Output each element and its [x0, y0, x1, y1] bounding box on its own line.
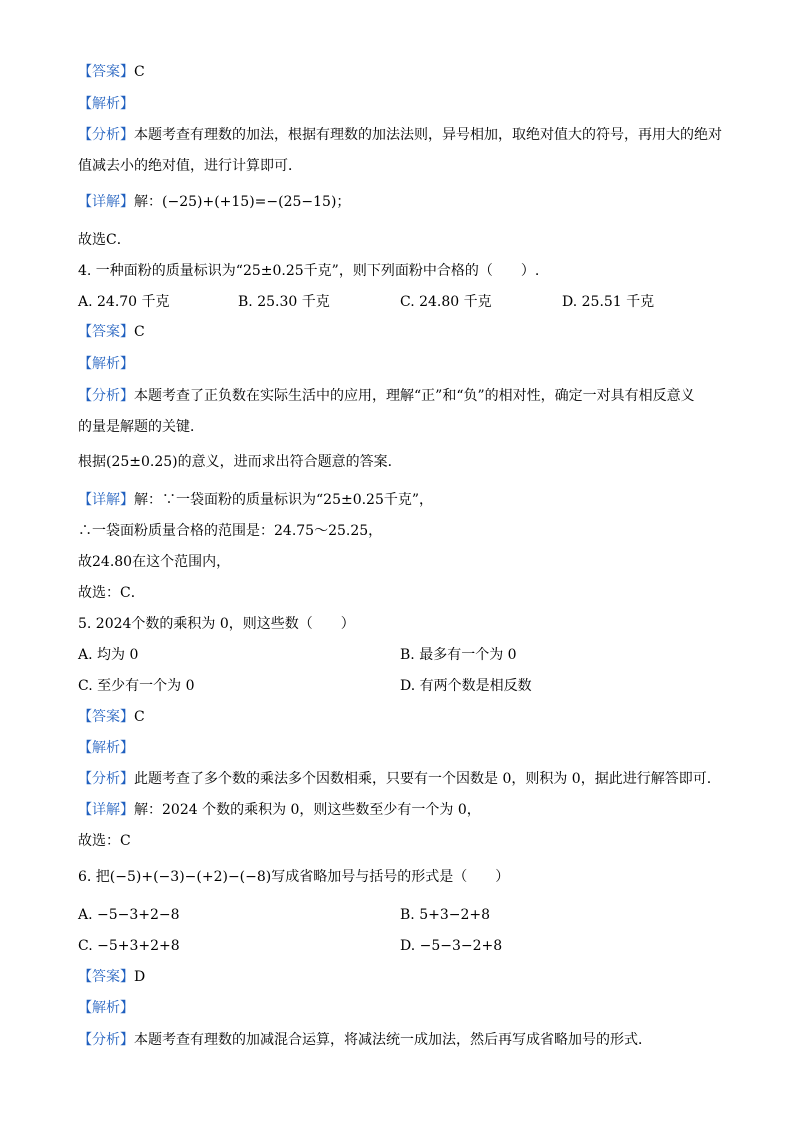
q3-answer-line: [78, 62, 145, 82]
analysis-tag: 【解析】: [78, 356, 134, 372]
q6-option-c: C. −5+3+2+8: [78, 938, 180, 954]
q4-answer-line: [78, 322, 145, 342]
answer-value: C: [134, 64, 145, 80]
q6-option-d: D. −5−3−2+8: [400, 938, 503, 954]
q6-option-a: A. −5−3+2−8: [78, 907, 180, 923]
analysis-tag: 【解析】: [78, 96, 134, 112]
q5-conclusion: 故选：C: [78, 833, 131, 849]
q4-fenxi-line3: 根据(25±0.25)的意义，进而求出符合题意的答案．: [78, 454, 402, 470]
q5-stem: 5. 2024个数的乘积为 0，则这些数（ ）: [78, 616, 355, 632]
q5-option-d: D. 有两个数是相反数: [400, 678, 532, 694]
q4-option-b: B. 25.30 千克: [238, 294, 330, 310]
q3-xiangjie: [78, 192, 350, 212]
q5-fenxi: [78, 769, 711, 789]
q4-xiangjie-line2: ∴一袋面粉质量合格的范围是：24.75～25.25，: [78, 523, 383, 539]
fenxi-tag: 【分析】: [78, 771, 134, 787]
fenxi-text: 此题考查了多个数的乘法多个因数相乘，只要有一个因数是 0，则积为 0，据此进行解答即可.: [134, 771, 712, 787]
answer-value: C: [134, 709, 145, 725]
analysis-tag: 【解析】: [78, 1000, 134, 1016]
xiangjie-text: 解：2024 个数的乘积为 0，则这些数至少有一个为 0，: [134, 802, 481, 818]
q6-fenxi: [78, 1030, 652, 1050]
answer-value: D: [134, 969, 146, 985]
xiangjie-text: 解：(−25)+(+15)=−(25−15)；: [134, 194, 351, 210]
fenxi-tag: 【分析】: [78, 127, 134, 143]
fenxi-text: 本题考查了正负数在实际生活中的应用，理解“正”和“负”的相对性，确定一对具有相反意义: [134, 388, 695, 404]
q6-stem: 6. 把(−5)+(−3)−(+2)−(−8)写成省略加号与括号的形式是（ ）: [78, 869, 510, 885]
answer-tag: 【答案】: [78, 709, 134, 725]
answer-tag: 【答案】: [78, 64, 134, 80]
q4-fenxi-line2: 的量是解题的关键．: [78, 419, 204, 435]
q5-answer-line: [78, 707, 145, 727]
q3-fenxi-line2: 值减去小的绝对值，进行计算即可．: [78, 158, 302, 174]
q6-answer-line: [78, 967, 145, 987]
q5-analysis-heading: [78, 738, 134, 758]
q5-xiangjie: [78, 800, 481, 820]
analysis-tag: 【解析】: [78, 740, 134, 756]
xiangjie-tag: 【详解】: [78, 802, 134, 818]
answer-value: C: [134, 324, 145, 340]
q4-option-c: C. 24.80 千克: [400, 294, 492, 310]
q4-conclusion: 故选：C．: [78, 585, 145, 601]
q3-analysis-heading: [78, 94, 134, 114]
xiangjie-text: 解：∵一袋面粉的质量标识为“25±0.25千克”，: [134, 492, 434, 508]
answer-tag: 【答案】: [78, 969, 134, 985]
q6-analysis-heading: [78, 998, 134, 1018]
q4-stem: 4. 一种面粉的质量标识为“25±0.25千克”，则下列面粉中合格的（ ）.: [78, 263, 540, 279]
q4-analysis-heading: [78, 354, 134, 374]
fenxi-tag: 【分析】: [78, 388, 134, 404]
xiangjie-tag: 【详解】: [78, 194, 134, 210]
fenxi-text: 本题考查有理数的加减混合运算，将减法统一成加法，然后再写成省略加号的形式．: [134, 1032, 652, 1048]
fenxi-tag: 【分析】: [78, 1032, 134, 1048]
q4-option-a: A. 24.70 千克: [78, 294, 170, 310]
q4-xiangjie-line3: 故24.80在这个范围内，: [78, 554, 231, 570]
answer-tag: 【答案】: [78, 324, 134, 340]
q4-xiangjie-line1: [78, 490, 433, 510]
xiangjie-tag: 【详解】: [78, 492, 134, 508]
q3-fenxi-line1: [78, 125, 722, 145]
q6-option-b: B. 5+3−2+8: [400, 907, 491, 923]
q4-option-d: D. 25.51 千克: [562, 294, 655, 310]
q5-option-a: A. 均为 0: [78, 647, 139, 663]
fenxi-text: 本题考查有理数的加法，根据有理数的加法法则，异号相加，取绝对值大的符号，再用大的绝对: [134, 127, 722, 143]
q3-conclusion: 故选C．: [78, 232, 131, 248]
q5-option-b: B. 最多有一个为 0: [400, 647, 517, 663]
q4-fenxi-line1: [78, 386, 695, 406]
q5-option-c: C. 至少有一个为 0: [78, 678, 195, 694]
